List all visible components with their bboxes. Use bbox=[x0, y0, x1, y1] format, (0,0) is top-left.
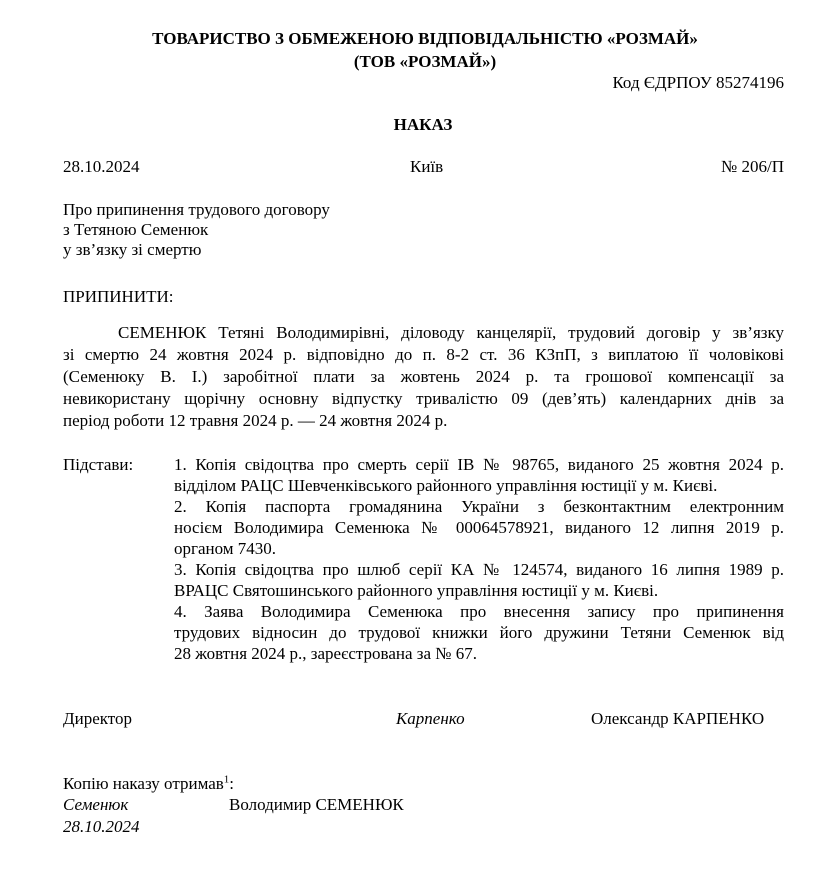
basis-item-line: ВРАЦС Святошинського районного управління юстиції у м. Києві. bbox=[174, 581, 659, 600]
paragraph-line: зі смертю 24 жовтня 2024 р. відповідно до п. 8-2 ст. 36 КЗпП, з виплатою її чоловікові bbox=[63, 345, 784, 364]
signatory-name: Олександр КАРПЕНКО bbox=[591, 709, 765, 728]
order-city: Київ bbox=[410, 157, 444, 176]
order-directive-word: ПРИПИНИТИ: bbox=[63, 287, 174, 306]
paragraph-line: (Семенюку В. І.) заробітної плати за жовтень 2024 р. та грошової компенсації за bbox=[63, 367, 784, 386]
recipient-handwritten-signature: Семенюк bbox=[63, 795, 129, 814]
paragraph-line: період роботи 12 травня 2024 р. — 24 жовтня 2024 р. bbox=[63, 411, 448, 430]
basis-item-line: носієм Володимира Семенюка № 00064578921, виданого 12 липня 2019 р. bbox=[174, 518, 784, 537]
basis-item-line: 1. Копія свідоцтва про смерть серії ІВ № 98765, виданого 25 жовтня 2024 р. bbox=[174, 455, 784, 474]
basis-item-line: відділом РАЦС Шевченківського районного управління юстиції у м. Києві. bbox=[174, 476, 718, 495]
paragraph-line: невикористану щорічну основну відпустку тривалістю 09 (дев’ять) календарних днів за bbox=[63, 389, 784, 408]
basis-item-line: органом 7430. bbox=[174, 539, 277, 558]
document-title: НАКАЗ bbox=[393, 115, 453, 134]
recipient-name: Володимир СЕМЕНЮК bbox=[229, 795, 404, 814]
footnote-mark: 1 bbox=[223, 773, 230, 786]
copy-received-colon: : bbox=[229, 774, 235, 793]
recipient-date: 28.10.2024 bbox=[63, 817, 140, 836]
signatory-title: Директор bbox=[63, 709, 132, 728]
edrpou-code: Код ЄДРПОУ 85274196 bbox=[612, 73, 784, 92]
basis-label: Підстави: bbox=[63, 455, 134, 474]
order-subject bbox=[63, 200, 330, 260]
copy-received-label bbox=[63, 773, 234, 795]
order-subject-line: Про припинення трудового договору bbox=[63, 200, 330, 219]
basis-item-line: трудових відносин до трудової книжки його дружини Тетяни Семенюк від bbox=[174, 623, 784, 642]
basis-item-line: 28 жовтня 2024 р., зареєстрована за № 67. bbox=[174, 644, 478, 663]
order-body-paragraph bbox=[63, 322, 784, 432]
basis-item-line: 4. Заява Володимира Семенюка про внесення запису про припинення bbox=[174, 602, 784, 621]
organization-name: ТОВАРИСТВО З ОБМЕЖЕНОЮ ВІДПОВІДАЛЬНІСТЮ «РОЗМАЙ» bbox=[152, 29, 698, 48]
basis-list bbox=[174, 454, 784, 664]
handwritten-signature: Карпенко bbox=[396, 709, 465, 728]
copy-received-text: Копію наказу отримав bbox=[63, 774, 224, 793]
organization-short-name: (ТОВ «РОЗМАЙ») bbox=[353, 52, 497, 71]
basis-item-line: 2. Копія паспорта громадянина України з безконтактним електронним bbox=[174, 497, 784, 516]
order-number: № 206/П bbox=[721, 157, 784, 176]
paragraph-line: СЕМЕНЮК Тетяні Володимирівні, діловоду канцелярії, трудовий договір у зв’язку bbox=[118, 323, 784, 342]
order-subject-line: у зв’язку зі смертю bbox=[63, 240, 202, 259]
order-date: 28.10.2024 bbox=[63, 157, 140, 176]
basis-item-line: 3. Копія свідоцтва про шлюб серії КА № 124574, виданого 16 липня 1989 р. bbox=[174, 560, 784, 579]
order-subject-line: з Тетяною Семенюк bbox=[63, 220, 209, 239]
